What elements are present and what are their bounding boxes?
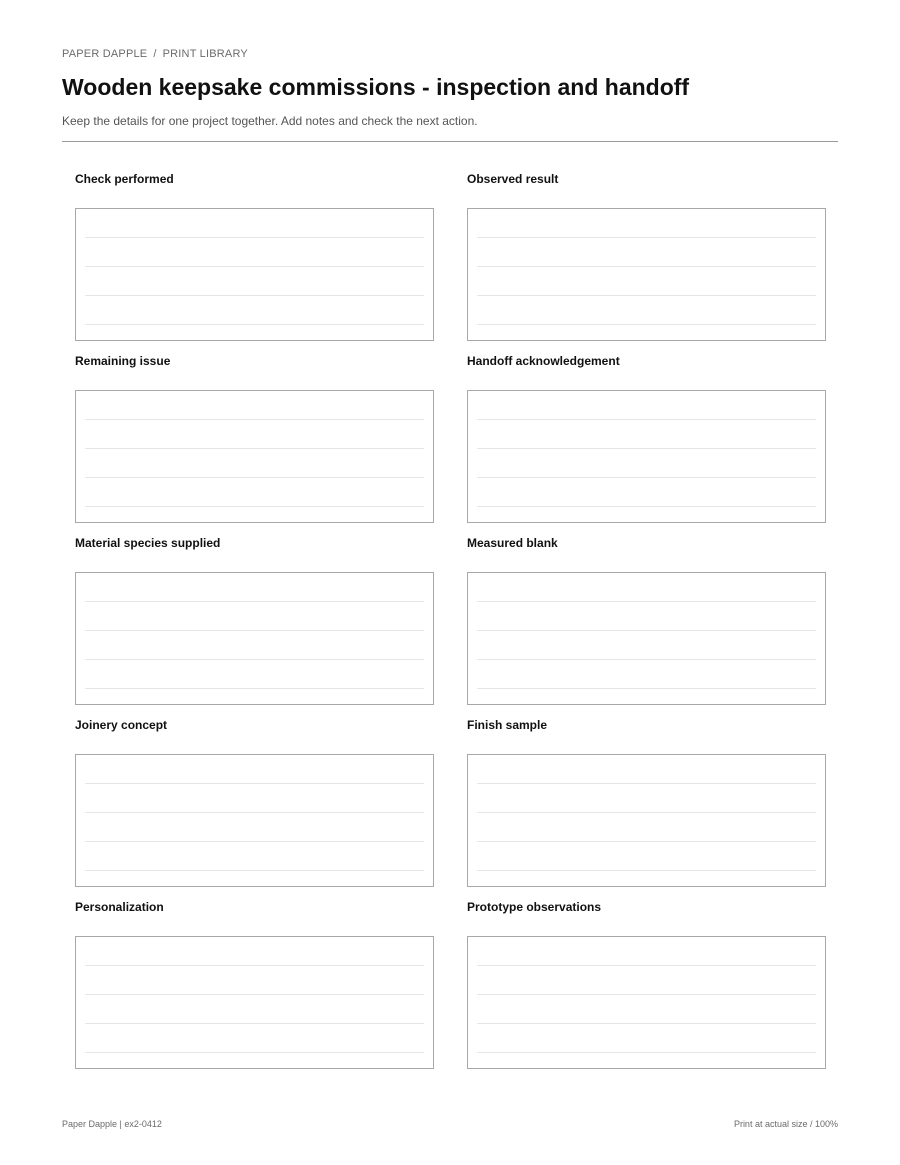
- writing-line: [477, 870, 816, 871]
- writing-line: [85, 477, 424, 478]
- writing-line: [85, 965, 424, 966]
- field-label: Finish sample: [467, 718, 548, 732]
- breadcrumb-brand: PAPER DAPPLE: [62, 48, 148, 60]
- writing-line: [477, 812, 816, 813]
- field-label: Prototype observations: [467, 900, 602, 914]
- writing-box[interactable]: [467, 754, 826, 887]
- breadcrumb-separator: /: [153, 48, 157, 60]
- field-joinery-concept: [75, 717, 434, 899]
- writing-line: [477, 965, 816, 966]
- page-title: Wooden keepsake commissions - inspection and handoff: [62, 74, 690, 100]
- writing-line: [85, 295, 424, 296]
- writing-line: [85, 448, 424, 449]
- field-observed-result: [467, 171, 826, 353]
- page-subtitle: Keep the details for one project together. Add notes and check the next action.: [62, 114, 478, 128]
- writing-box[interactable]: [75, 208, 434, 341]
- writing-box[interactable]: [467, 936, 826, 1069]
- field-label: Personalization: [75, 900, 164, 914]
- field-handoff-acknowledgement: [467, 353, 826, 535]
- writing-line: [477, 477, 816, 478]
- writing-line: [477, 506, 816, 507]
- writing-line: [477, 659, 816, 660]
- field-label: Handoff acknowledgement: [467, 354, 620, 368]
- field-label: Joinery concept: [75, 718, 168, 732]
- writing-line: [477, 601, 816, 602]
- writing-line: [477, 237, 816, 238]
- field-label: Remaining issue: [75, 354, 171, 368]
- writing-line: [85, 266, 424, 267]
- field-measured-blank: [467, 535, 826, 717]
- field-check-performed: [75, 171, 434, 353]
- writing-line: [85, 419, 424, 420]
- writing-box[interactable]: [467, 572, 826, 705]
- field-finish-sample: [467, 717, 826, 899]
- writing-line: [85, 630, 424, 631]
- writing-box[interactable]: [75, 936, 434, 1069]
- writing-line: [85, 659, 424, 660]
- writing-line: [85, 841, 424, 842]
- field-label: Check performed: [75, 172, 174, 186]
- field-remaining-issue: [75, 353, 434, 535]
- writing-box[interactable]: [75, 572, 434, 705]
- field-prototype-observations: [467, 899, 826, 1081]
- writing-line: [85, 688, 424, 689]
- writing-line: [477, 1023, 816, 1024]
- writing-box[interactable]: [467, 390, 826, 523]
- writing-line: [477, 1052, 816, 1053]
- footer-print-note: Print at actual size / 100%: [733, 1119, 838, 1129]
- writing-line: [85, 994, 424, 995]
- writing-line: [477, 295, 816, 296]
- field-label: Measured blank: [467, 536, 558, 550]
- field-label: Observed result: [467, 172, 559, 186]
- writing-line: [477, 688, 816, 689]
- breadcrumb: [62, 48, 248, 60]
- header-divider: [62, 141, 838, 142]
- writing-line: [477, 630, 816, 631]
- writing-box[interactable]: [75, 390, 434, 523]
- writing-box[interactable]: [467, 208, 826, 341]
- writing-line: [477, 994, 816, 995]
- writing-line: [477, 419, 816, 420]
- breadcrumb-section: PRINT LIBRARY: [162, 48, 248, 60]
- writing-line: [85, 783, 424, 784]
- writing-line: [85, 506, 424, 507]
- writing-line: [477, 266, 816, 267]
- writing-line: [85, 1023, 424, 1024]
- writing-line: [85, 870, 424, 871]
- writing-line: [477, 841, 816, 842]
- writing-line: [85, 237, 424, 238]
- field-label: Material species supplied: [75, 536, 221, 550]
- writing-line: [85, 601, 424, 602]
- footer-document-id: Paper Dapple | ex2-0412: [62, 1119, 162, 1129]
- writing-line: [477, 324, 816, 325]
- writing-line: [85, 324, 424, 325]
- writing-line: [477, 783, 816, 784]
- field-material-species-supplied: [75, 535, 434, 717]
- writing-line: [85, 812, 424, 813]
- writing-box[interactable]: [75, 754, 434, 887]
- field-personalization: [75, 899, 434, 1081]
- writing-line: [85, 1052, 424, 1053]
- writing-line: [477, 448, 816, 449]
- field-grid: [75, 171, 826, 1081]
